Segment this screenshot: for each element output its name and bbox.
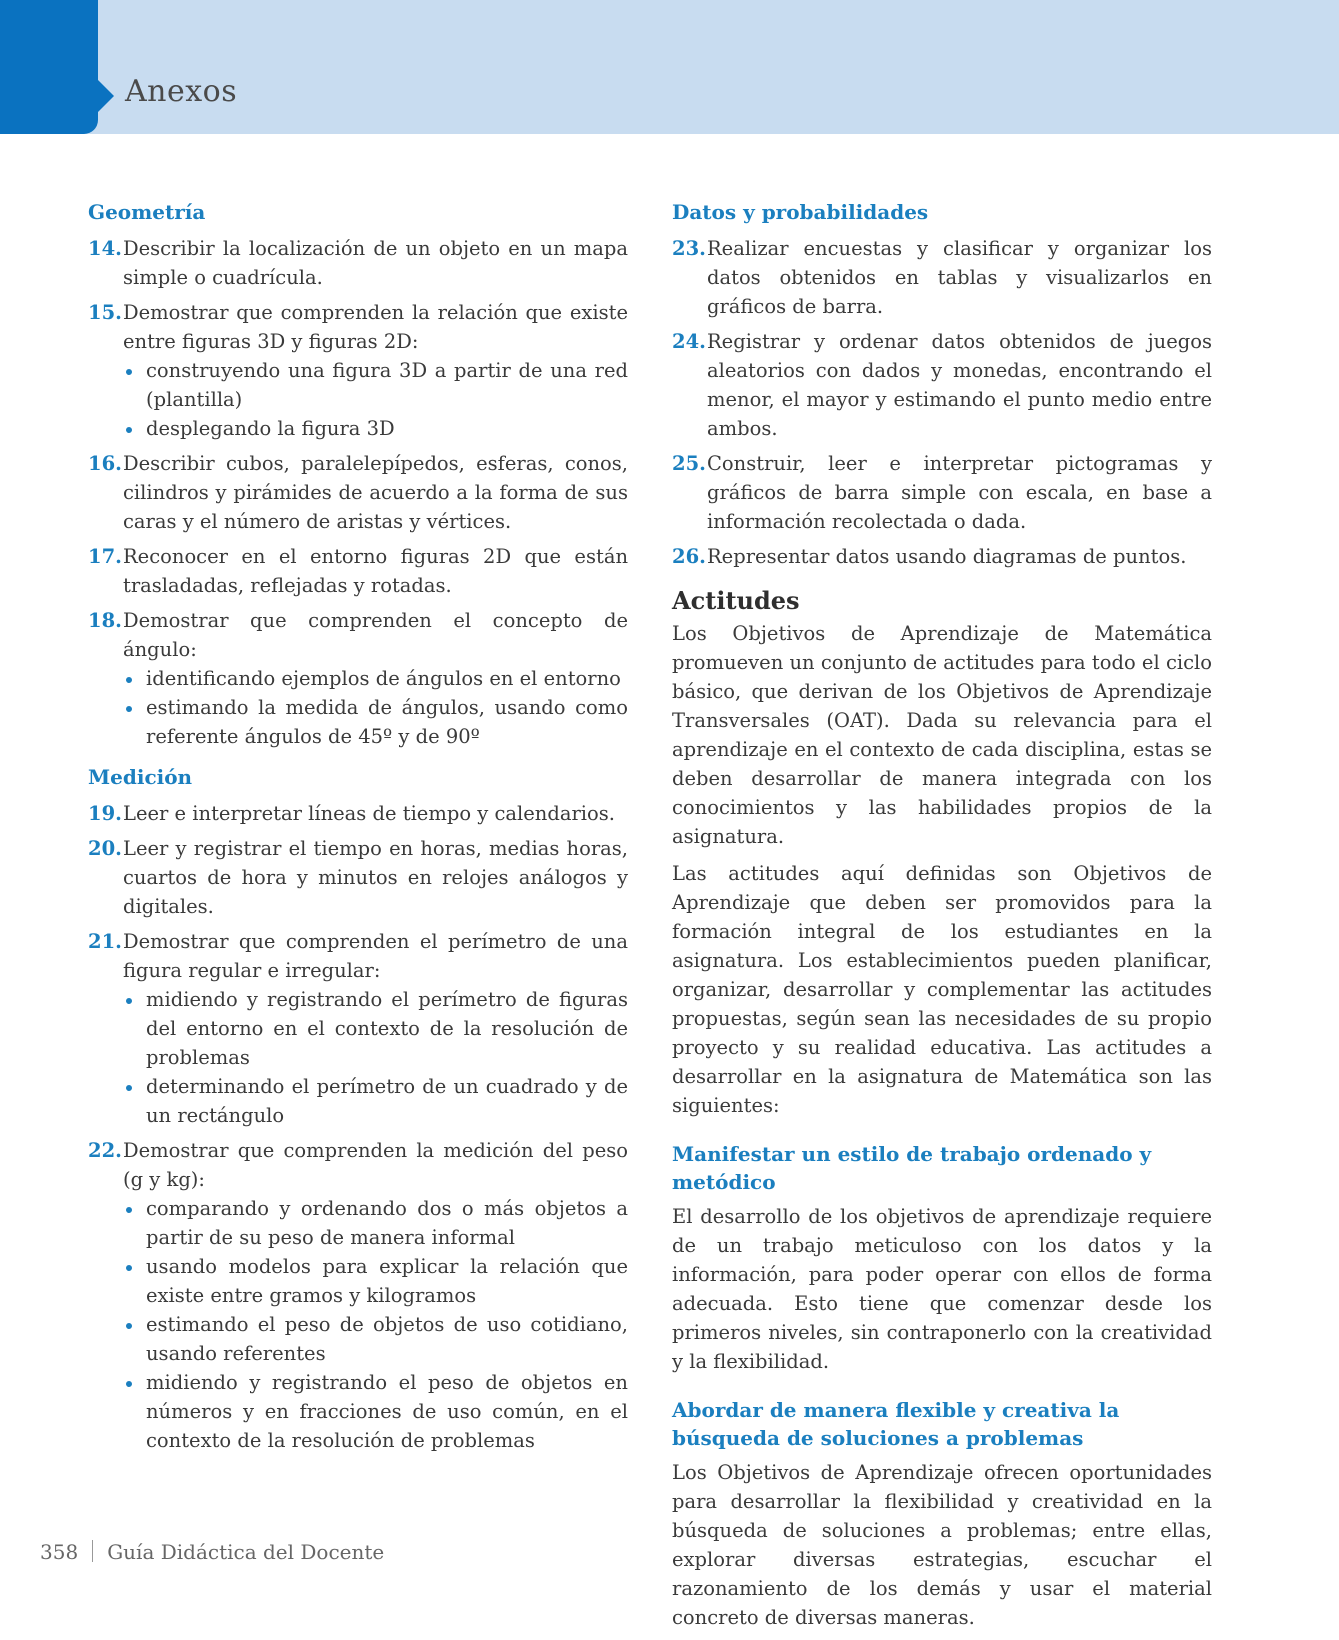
objective-text: Realizar encuestas y clasificar y organizar los datos obtenidos en tablas y visualizarlos en gráficos de barra. <box>707 237 1212 318</box>
objective-text: Describir cubos, paralelepípedos, esferas, conos, cilindros y pirámides de acuerdo a la forma de sus caras y el número de aristas y vértices. <box>123 452 628 533</box>
objective-text: Leer e interpretar líneas de tiempo y calendarios. <box>123 802 615 825</box>
objective-item <box>88 834 628 921</box>
objective-text: Demostrar que comprenden la medición del peso (g y kg): <box>123 1139 628 1191</box>
section-heading-datos: Datos y probabilidades <box>672 200 929 224</box>
objective-item <box>672 234 1212 321</box>
objective-item <box>88 542 628 600</box>
objective-number: 26. <box>672 545 706 568</box>
right-column <box>672 198 1212 1640</box>
subheading-estilo-trabajo: Manifestar un estilo de trabajo ordenado y metódico <box>672 1142 1152 1194</box>
objective-number: 21. <box>88 930 122 953</box>
objective-item <box>88 606 628 751</box>
header-band <box>0 0 1339 134</box>
objective-bullet: usando modelos para explicar la relación que existe entre gramos y kilogramos <box>123 1252 628 1310</box>
objective-number: 20. <box>88 837 122 860</box>
actitudes-paragraph-1: Los Objetivos de Aprendizaje de Matemática promueven un conjunto de actitudes para todo el ciclo básico, que derivan de los Objetivos de Aprendizaje Transversales (OAT). Dada su relevancia para el aprendizaje en el contexto de cada disciplina, estas se deben desarrollar de manera integrada con los conocimientos y las habilidades propios de la asignatura. <box>672 622 1212 848</box>
subheading-flexible-creativa: Abordar de manera flexible y creativa la búsqueda de soluciones a problemas <box>672 1398 1120 1450</box>
section-heading-actitudes: Actitudes <box>672 586 800 615</box>
objectives-list-geometria <box>88 234 628 751</box>
objective-bullet: estimando el peso de objetos de uso cotidiano, usando referentes <box>123 1310 628 1368</box>
section-heading-geometria: Geometría <box>88 200 206 224</box>
page-footer <box>40 1540 384 1564</box>
objective-number: 17. <box>88 545 122 568</box>
objective-number: 23. <box>672 237 706 260</box>
objective-number: 25. <box>672 452 706 475</box>
objective-bullet-list <box>123 985 628 1130</box>
objective-item <box>88 1136 628 1455</box>
objective-bullet: determinando el perímetro de un cuadrado y de un rectángulo <box>123 1072 628 1130</box>
objective-bullet: desplegando la figura 3D <box>123 414 628 443</box>
objectives-list-datos <box>672 234 1212 571</box>
objective-bullet: midiendo y registrando el peso de objetos en números y en fracciones de uso común, en el contexto de la resolución de problemas <box>123 1368 628 1455</box>
objective-text: Reconocer en el entorno figuras 2D que están trasladadas, reflejadas y rotadas. <box>123 545 628 597</box>
objective-item <box>88 927 628 1130</box>
objective-bullet: estimando la medida de ángulos, usando como referente ángulos de 45º y de 90º <box>123 693 628 751</box>
objective-item <box>672 542 1212 571</box>
objective-item <box>88 234 628 292</box>
objective-text: Representar datos usando diagramas de puntos. <box>707 545 1187 568</box>
footer-title: Guía Didáctica del Docente <box>107 1540 385 1564</box>
objective-bullet-list <box>123 664 628 751</box>
objective-bullet-list <box>123 356 628 443</box>
objectives-list-medicion <box>88 799 628 1455</box>
objective-text: Demostrar que comprenden el perímetro de una figura regular e irregular: <box>123 930 628 982</box>
page-number: 358 <box>40 1540 79 1564</box>
footer-divider <box>92 1540 93 1562</box>
objective-item <box>88 799 628 828</box>
page-title: Anexos <box>125 74 238 109</box>
objective-number: 15. <box>88 301 122 324</box>
estilo-trabajo-paragraph: El desarrollo de los objetivos de aprendizaje requiere de un trabajo meticuloso con los datos y la información, para poder operar con ellos de forma adecuada. Esto tiene que comenzar desde los primeros niveles, sin contraponerlo con la creatividad y la flexibilidad. <box>672 1205 1212 1373</box>
left-column <box>88 198 628 1461</box>
objective-number: 16. <box>88 452 122 475</box>
header-tab <box>0 0 98 134</box>
objective-text: Describir la localización de un objeto en un mapa simple o cuadrícula. <box>123 237 628 289</box>
objective-item <box>672 449 1212 536</box>
flexible-creativa-paragraph: Los Objetivos de Aprendizaje ofrecen oportunidades para desarrollar la flexibilidad y creatividad en la búsqueda de soluciones a problemas; entre ellas, explorar diversas estrategias, escuchar el razonamiento de los demás y usar el material concreto de diversas maneras. <box>672 1461 1212 1629</box>
actitudes-paragraph-2: Las actitudes aquí definidas son Objetivos de Aprendizaje que deben ser promovidos para la formación integral de los estudiantes en la asignatura. Los establecimientos pueden planificar, organizar, desarrollar y complementar las actitudes propuestas, según sean las necesidades de su propio proyecto y su realidad educativa. Las actitudes a desarrollar en la asignatura de Matemática son las siguientes: <box>672 862 1212 1117</box>
objective-number: 22. <box>88 1139 122 1162</box>
objective-bullet: comparando y ordenando dos o más objetos a partir de su peso de manera informal <box>123 1194 628 1252</box>
objective-number: 19. <box>88 802 122 825</box>
objective-text: Demostrar que comprenden el concepto de ángulo: <box>123 609 628 661</box>
objective-text: Construir, leer e interpretar pictogramas y gráficos de barra simple con escala, en base a información recolectada o dada. <box>707 452 1212 533</box>
objective-number: 18. <box>88 609 122 632</box>
objective-number: 14. <box>88 237 122 260</box>
objective-item <box>672 327 1212 443</box>
objective-text: Registrar y ordenar datos obtenidos de juegos aleatorios con dados y monedas, encontrando el menor, el mayor y estimando el punto medio entre ambos. <box>707 330 1212 440</box>
objective-bullet-list <box>123 1194 628 1455</box>
section-heading-medicion: Medición <box>88 765 193 789</box>
objective-item <box>88 449 628 536</box>
objective-bullet: midiendo y registrando el perímetro de figuras del entorno en el contexto de la resolución de problemas <box>123 985 628 1072</box>
objective-bullet: construyendo una figura 3D a partir de una red (plantilla) <box>123 356 628 414</box>
objective-text: Leer y registrar el tiempo en horas, medias horas, cuartos de hora y minutos en relojes análogos y digitales. <box>123 837 628 918</box>
objective-item <box>88 298 628 443</box>
objective-bullet: identificando ejemplos de ángulos en el entorno <box>123 664 628 693</box>
objective-text: Demostrar que comprenden la relación que existe entre figuras 3D y figuras 2D: <box>123 301 628 353</box>
header-arrow-icon <box>98 80 114 112</box>
objective-number: 24. <box>672 330 706 353</box>
